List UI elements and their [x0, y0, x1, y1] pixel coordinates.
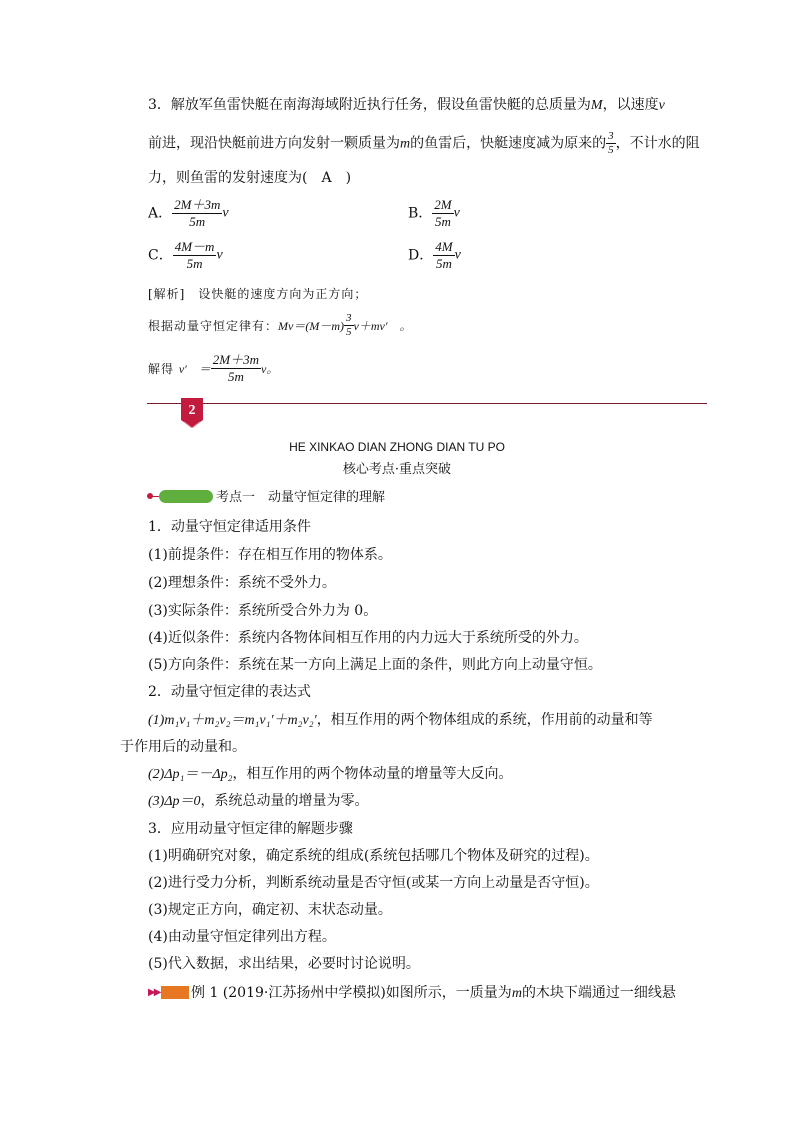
step-1: (1)明确研究对象，确定系统的组成(系统包括哪几个物体及研究的过程)。 [148, 848, 599, 864]
solution-line-2: 根据动量守恒定律有：Mv＝(M－m) $\frac{3}{5}$ v＋mv′ 。 [148, 312, 412, 338]
option-c: C． $\frac{4M-m}{5m}$ v [148, 239, 223, 271]
heading-1: 1．动量守恒定律适用条件 [148, 519, 311, 535]
solution-line-1: [解析] 设快艇的速度方向为正方向； [148, 287, 368, 301]
kaodian-title: 考点一 动量守恒定律的理解 [216, 490, 386, 505]
section-divider [147, 403, 707, 404]
section-title: 核心考点·重点突破 [342, 462, 452, 477]
kaodian-pill [159, 490, 213, 503]
section-pinyin: HE XINKAO DIAN ZHONG DIAN TU PO [289, 440, 505, 454]
expression-3: (3)Δp＝0，系统总动量的增量为零。 [148, 793, 369, 809]
fraction-three-fifths: $\frac{3}{5}$ [608, 130, 614, 156]
question-line-2: 前进，现沿快艇前进方向发射一颗质量为m的鱼雷后，快艇速度减为原来的 $\frac{3}{5}$ ，不计水的阻 [148, 130, 700, 156]
option-a: A． $\frac{2M+3m}{5m}$ v [148, 197, 229, 229]
expression-1-cont: 于作用后的动量和。 [120, 739, 246, 755]
example-label-box [161, 986, 189, 999]
step-3: (3)规定正方向，确定初、末状态动量。 [148, 902, 392, 918]
question-line-3: 力，则鱼雷的发射速度为( A ) [148, 170, 352, 186]
step-2: (2)进行受力分析，判断系统动量是否守恒(或某一方向上动量是否守恒)。 [148, 875, 599, 891]
condition-3: (3)实际条件：系统所受合外力为 0。 [148, 603, 378, 619]
expression-2: (2)Δp₁＝－Δp₂，相互作用的两个物体动量的增量等大反向。 [148, 766, 513, 782]
condition-4: (4)近似条件：系统内各物体间相互作用的内力远大于系统所受的外力。 [148, 630, 588, 646]
condition-2: (2)理想条件：系统不受外力。 [148, 575, 336, 591]
condition-5: (5)方向条件：系统在某一方向上满足上面的条件，则此方向上动量守恒。 [148, 657, 602, 673]
expression-1: (1)m₁v₁＋m₂v₂＝m₁v₁′＋m₂v₂′，相互作用的两个物体组成的系统，作用前的动量和等 [148, 712, 653, 728]
option-b: B． $\frac{2M}{5m}$ v [408, 197, 460, 229]
step-4: (4)由动量守恒定律列出方程。 [148, 929, 336, 945]
svg-text:2: 2 [188, 403, 196, 418]
heading-3: 3．应用动量守恒定律的解题步骤 [148, 821, 353, 837]
section-number-badge [181, 398, 203, 428]
option-d: D． $\frac{4M}{5m}$ v [408, 239, 461, 271]
solution-line-3: 解得 v′ ＝ $\frac{2M+3m}{5m}$ v。 [148, 352, 279, 384]
example-arrow-icon: ▶▶ [148, 987, 160, 998]
example-line: 例 1 (2019·江苏扬州中学模拟)如图所示，一质量为m的木块下端通过一细线悬 [191, 985, 676, 1001]
question-line-1: 3．解放军鱼雷快艇在南海海域附近执行任务，假设鱼雷快艇的总质量为M，以速度v [148, 97, 665, 113]
condition-1: (1)前提条件：存在相互作用的物体系。 [148, 547, 392, 563]
heading-2: 2．动量守恒定律的表达式 [148, 684, 311, 700]
step-5: (5)代入数据，求出结果，必要时讨论说明。 [148, 956, 420, 972]
